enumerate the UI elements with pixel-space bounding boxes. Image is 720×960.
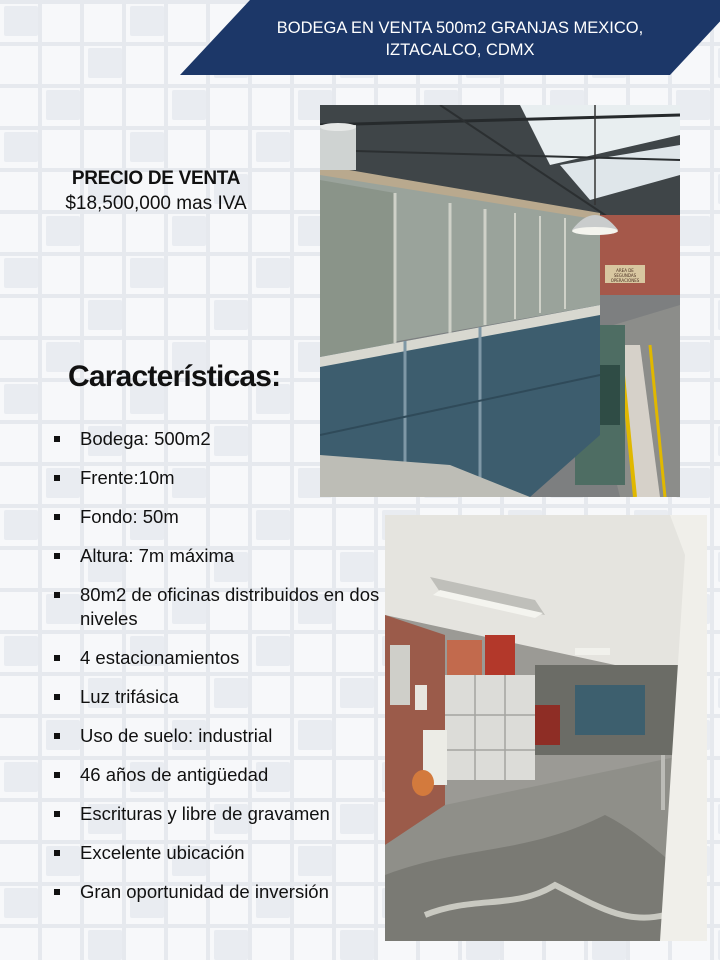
- watermark-tile: [256, 258, 290, 288]
- watermark-tile: [4, 6, 38, 36]
- feature-item: Altura: 7m máxima: [46, 544, 386, 568]
- watermark-tile: [4, 636, 38, 666]
- watermark-tile: [130, 132, 164, 162]
- feature-item: 80m2 de oficinas distribuidos en dos niveles: [46, 583, 386, 631]
- watermark-tile: [130, 6, 164, 36]
- feature-item: Fondo: 50m: [46, 505, 386, 529]
- watermark-tile: [172, 90, 206, 120]
- watermark-tile: [4, 258, 38, 288]
- watermark-tile: [88, 300, 122, 330]
- features-list: [46, 427, 386, 919]
- watermark-tile: [4, 132, 38, 162]
- feature-item: Escrituras y libre de gravamen: [46, 802, 386, 826]
- watermark-tile: [676, 468, 710, 498]
- price-block: [40, 168, 272, 215]
- watermark-tile: [4, 510, 38, 540]
- watermark-tile: [676, 216, 710, 246]
- watermark-tile: [256, 132, 290, 162]
- page-title-line-2: IZTACALCO, CDMX: [385, 41, 535, 59]
- feature-item: 46 años de antigüedad: [46, 763, 386, 787]
- sign-text-2: SEGUNDAS: [613, 273, 637, 278]
- watermark-tile: [4, 384, 38, 414]
- feature-item: Bodega: 500m2: [46, 427, 386, 451]
- feature-item: 4 estacionamientos: [46, 646, 386, 670]
- feature-item: Excelente ubicación: [46, 841, 386, 865]
- watermark-tile: [88, 930, 122, 960]
- sign-text-1: AREA DE: [616, 268, 634, 273]
- watermark-tile: [46, 216, 80, 246]
- watermark-tile: [88, 48, 122, 78]
- warehouse-interior-photo: [320, 105, 680, 497]
- watermark-tile: [4, 888, 38, 918]
- watermark-tile: [676, 90, 710, 120]
- sign-text-3: OPERACIONES: [610, 278, 640, 283]
- watermark-tile: [214, 930, 248, 960]
- watermark-tile: [46, 90, 80, 120]
- watermark-tile: [172, 216, 206, 246]
- price-value: $18,500,000 mas IVA: [65, 193, 247, 214]
- watermark-tile: [130, 258, 164, 288]
- page-title-line-1: BODEGA EN VENTA 500m2 GRANJAS MEXICO,: [276, 19, 644, 37]
- price-label: PRECIO DE VENTA: [71, 168, 241, 189]
- watermark-tile: [340, 930, 374, 960]
- feature-item: Luz trifásica: [46, 685, 386, 709]
- corridor-lockers-photo: [385, 515, 707, 941]
- feature-item: Uso de suelo: industrial: [46, 724, 386, 748]
- feature-item: Frente:10m: [46, 466, 386, 490]
- watermark-tile: [4, 762, 38, 792]
- watermark-tile: [676, 342, 710, 372]
- feature-item: Gran oportunidad de inversión: [46, 880, 386, 904]
- watermark-tile: [214, 300, 248, 330]
- characteristics-title: Características:: [68, 360, 281, 393]
- page-title: [240, 17, 680, 61]
